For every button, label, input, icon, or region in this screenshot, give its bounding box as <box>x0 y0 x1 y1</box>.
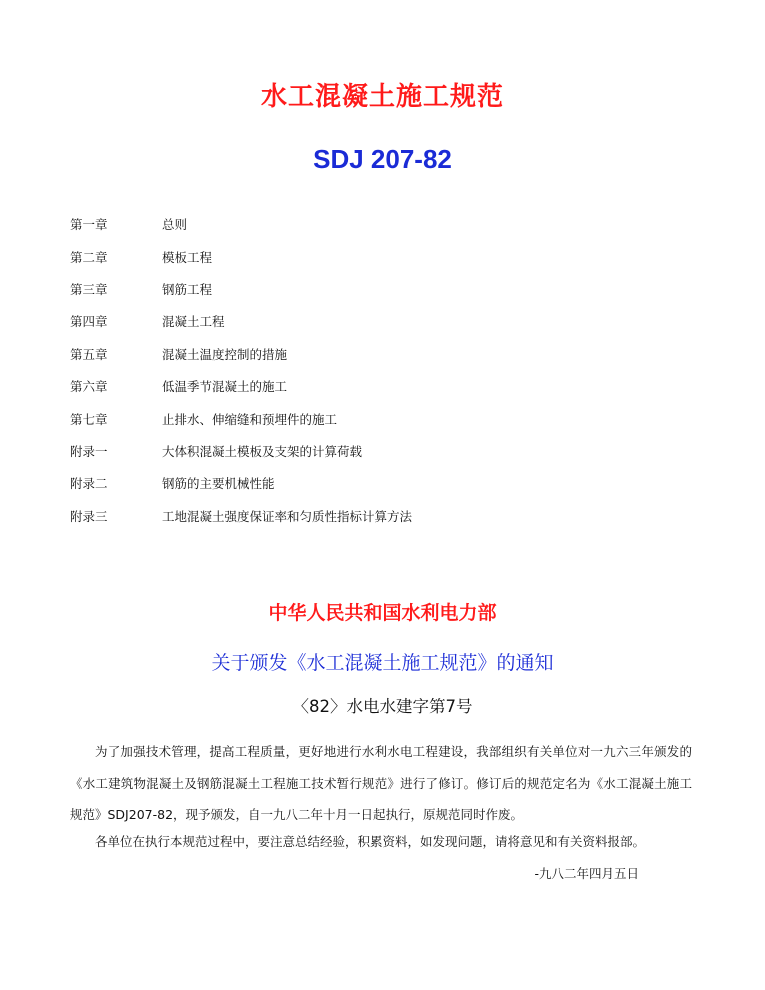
toc-name: 混凝土温度控制的措施 <box>162 346 288 362</box>
toc-item <box>70 240 690 272</box>
notice-paragraph: 为了加强技术管理，提高工程质量，更好地进行水利水电工程建设，我部组织有关单位对一九六三年颁发的《水工建筑物混凝土及钢筋混凝土工程施工技术暂行规范》进行了修订。修订后的规范定名为《水工混凝土施工规范》SDJ207-82，现予颁发，自一九八二年十月一日起执行，原规范同时作废。 <box>70 744 692 822</box>
toc-name: 大体积混凝土模板及支架的计算荷载 <box>162 443 363 459</box>
toc-chapter: 第六章 <box>70 379 108 395</box>
toc-item <box>70 467 690 499</box>
toc-item <box>70 370 690 402</box>
toc-name: 低温季节混凝土的施工 <box>162 379 288 395</box>
toc-chapter: 第四章 <box>70 314 108 330</box>
notice-paragraph: 各单位在执行本规范过程中，要注意总结经验，积累资料，如发现问题，请将意见和有关资料报部。 <box>95 834 646 849</box>
toc-chapter: 附录三 <box>70 508 108 524</box>
toc-chapter: 第一章 <box>70 217 108 233</box>
notice-title: 关于颁发《水工混凝土施工规范》的通知 <box>211 652 554 674</box>
toc-name: 混凝土工程 <box>162 314 225 330</box>
toc-name: 模板工程 <box>162 249 213 265</box>
toc-chapter: 第二章 <box>70 249 108 265</box>
toc-item <box>70 500 690 532</box>
toc-item <box>70 435 690 467</box>
toc-chapter: 第七章 <box>70 411 108 427</box>
toc-item <box>70 208 690 240</box>
toc-name: 工地混凝土强度保证率和匀质性指标计算方法 <box>162 508 413 524</box>
toc-name: 总则 <box>162 217 188 233</box>
toc-item <box>70 273 690 305</box>
toc-chapter: 附录二 <box>70 476 108 492</box>
toc-name: 钢筋工程 <box>162 281 213 297</box>
toc-item <box>70 402 690 434</box>
toc-item <box>70 338 690 370</box>
ministry-heading: 中华人民共和国水利电力部 <box>268 602 497 624</box>
toc-name: 止排水、伸缩缝和预埋件的施工 <box>162 411 338 427</box>
toc-chapter: 第三章 <box>70 281 108 297</box>
toc-chapter: 第五章 <box>70 346 108 362</box>
toc-item <box>70 305 690 337</box>
document-title: 水工混凝土施工规范 <box>260 82 504 112</box>
standard-code: SDJ 207-82 <box>313 144 452 174</box>
toc-name: 钢筋的主要机械性能 <box>162 476 275 492</box>
issue-date: -九八二年四月五日 <box>534 866 639 881</box>
toc-chapter: 附录一 <box>70 443 108 459</box>
table-of-contents <box>70 208 690 532</box>
document-number: 〈82〉水电水建字第7号 <box>292 697 473 716</box>
